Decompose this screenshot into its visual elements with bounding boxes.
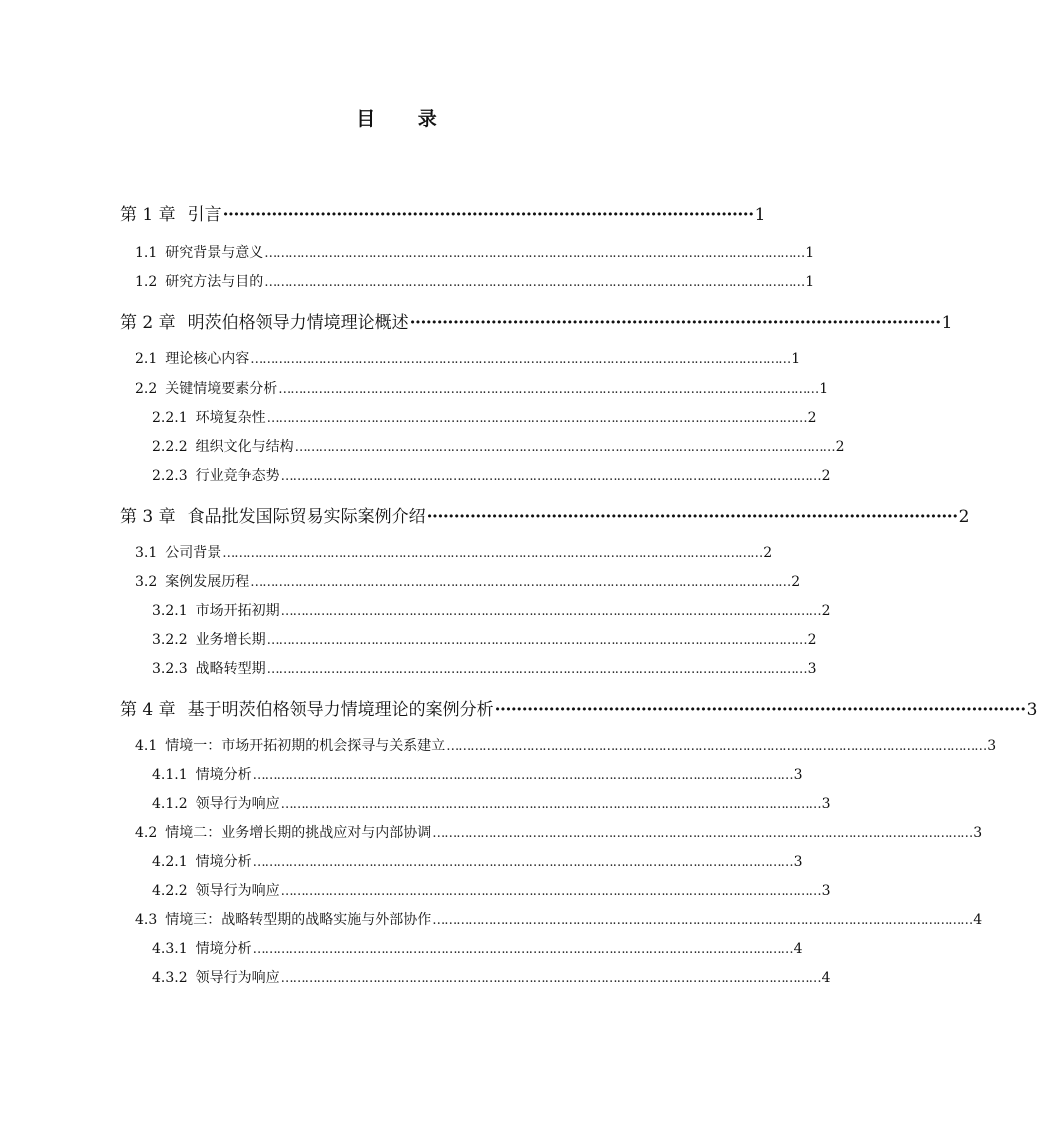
toc-entry-number: 2.2.3 [152,468,188,484]
dot-leader: ……………………………………………………………………………………………………………………… [266,662,807,677]
toc-entry-label: 市场开拓初期 [195,603,280,619]
toc-entry-page: 4 [821,970,831,986]
toc-entry-page: 2 [958,507,970,527]
toc-entry-section-4-3-1[interactable] [152,938,803,958]
toc-entry-page: 2 [807,410,817,426]
toc-entry-label: 明茨伯格领导力情境理论概述 [187,313,409,333]
toc-entry-label: 基于明茨伯格领导力情境理论的案例分析 [187,700,494,720]
toc-entry-page: 2 [763,545,773,561]
toc-entry-label: 引言 [187,205,222,225]
dot-leader: ……………………………………………………………………………………………………………………… [432,913,973,928]
toc-entry-page: 1 [805,274,815,290]
toc-entry-number: 3.1 [135,545,158,561]
dot-leader: ……………………………………………………………………………………………………………………… [278,382,819,397]
dot-leader: ……………………………………………………………………………………………………………………… [432,826,973,841]
toc-entry-section-3-2[interactable] [135,571,801,591]
toc-entry-page: 3 [973,825,983,841]
dot-leader: ……………………………………………………………………………………………………………………… [266,411,807,426]
toc-entry-number: 2.1 [135,351,158,367]
toc-entry-section-4-2-2[interactable] [152,880,831,900]
toc-entry-label: 战略转型期 [195,661,266,677]
toc-entry-section-4-1[interactable] [135,735,997,755]
toc-entry-label: 环境复杂性 [195,410,266,426]
toc-entry-number: 4.3.1 [152,941,188,957]
toc-entry-label: 理论核心内容 [165,351,250,367]
toc-entry-number: 4.1.1 [152,767,188,783]
toc-entry-label: 领导行为响应 [195,883,280,899]
toc-entry-page: 2 [807,632,817,648]
dot-leader: ……………………………………………………………………………………………………………………… [252,942,793,957]
toc-entry-number: 第 2 章 [120,313,176,333]
toc-entry-label: 研究背景与意义 [165,245,264,261]
toc-entry-page: 2 [821,468,831,484]
toc-entry-section-3-2-1[interactable] [152,600,831,620]
toc-entry-number: 1.1 [135,245,158,261]
toc-entry-label: 情境三：战略转型期的战略实施与外部协作 [165,912,432,928]
toc-entry-number: 3.2.1 [152,603,188,619]
toc-entry-number: 4.2.2 [152,883,188,899]
dot-leader: ……………………………………………………………………………………………………………………… [264,246,805,261]
dot-leader: ……………………………………………………………………………………………………………………… [264,275,805,290]
toc-entry-number: 2.2.2 [152,439,188,455]
toc-entry-label: 行业竞争态势 [195,468,280,484]
toc-entry-number: 2.2.1 [152,410,188,426]
toc-entry-section-1-1[interactable] [135,242,815,262]
toc-entry-number: 第 3 章 [120,507,176,527]
toc-entry-label: 公司背景 [165,545,222,561]
toc-entry-label: 情境分析 [195,941,252,957]
dot-leader: ……………………………………………………………………………………………………………………… [250,575,791,590]
dot-leader: ……………………………………………………………………………………………………………………… [280,884,821,899]
toc-entry-page: 3 [821,883,831,899]
toc-entry-page: 3 [1026,700,1037,720]
toc-entry-chapter-3[interactable] [120,502,970,527]
toc-entry-number: 3.2 [135,574,158,590]
toc-entry-label: 关键情境要素分析 [165,381,278,397]
dot-leader: ……………………………………………………………………………………………………………………… [280,971,821,986]
toc-entry-number: 4.2.1 [152,854,188,870]
toc-entry-label: 情境分析 [195,767,252,783]
dot-leader: ……………………………………………………………………………………………………………………… [266,633,807,648]
toc-entry-chapter-2[interactable] [120,308,953,333]
toc-entry-section-4-1-2[interactable] [152,793,831,813]
toc-entry-page: 2 [835,439,845,455]
toc-entry-page: 1 [754,205,766,225]
toc-entry-page: 3 [807,661,817,677]
toc-entry-number: 第 1 章 [120,205,176,225]
toc-entry-number: 4.1 [135,738,158,754]
toc-entry-label: 情境二：业务增长期的挑战应对与内部协调 [165,825,432,841]
toc-entry-number: 4.3.2 [152,970,188,986]
toc-entry-page: 3 [987,738,997,754]
dot-leader: ……………………………………………………………………………………………………………………… [280,604,821,619]
toc-entry-page: 1 [805,245,815,261]
toc-entry-section-2-2-1[interactable] [152,407,817,427]
toc-entry-section-4-3-2[interactable] [152,967,831,987]
toc-entry-chapter-1[interactable] [120,200,766,225]
dot-leader: ……………………………………………………………………………………………………………………… [222,546,763,561]
toc-entry-label: 领导行为响应 [195,796,280,812]
toc-entry-page: 3 [821,796,831,812]
toc-entry-number: 3.2.3 [152,661,188,677]
toc-entry-section-2-1[interactable] [135,348,801,368]
toc-entry-label: 食品批发国际贸易实际案例介绍 [187,507,426,527]
toc-entry-label: 业务增长期 [195,632,266,648]
toc-title: 目 录 [356,108,455,130]
toc-entry-section-2-2-2[interactable] [152,436,845,456]
toc-entry-label: 领导行为响应 [195,970,280,986]
dot-leader: ·································································································· [409,313,941,333]
toc-entry-section-2-2-3[interactable] [152,465,831,485]
toc-entry-page: 1 [941,313,953,333]
toc-entry-section-3-1[interactable] [135,542,773,562]
dot-leader: ……………………………………………………………………………………………………………………… [250,352,791,367]
dot-leader: ……………………………………………………………………………………………………………………… [446,739,987,754]
dot-leader: ·································································································· [494,700,1026,720]
dot-leader: ·································································································· [426,507,958,527]
toc-entry-page: 3 [793,767,803,783]
toc-entry-label: 案例发展历程 [165,574,250,590]
toc-entry-number: 1.2 [135,274,158,290]
toc-entry-label: 情境分析 [195,854,252,870]
toc-entry-page: 2 [791,574,801,590]
toc-entry-section-3-2-3[interactable] [152,658,817,678]
toc-entry-number: 第 4 章 [120,700,176,720]
toc-entry-page: 2 [821,603,831,619]
toc-entry-section-3-2-2[interactable] [152,629,817,649]
dot-leader: ……………………………………………………………………………………………………………………… [252,768,793,783]
toc-entry-number: 4.2 [135,825,158,841]
toc-entry-page: 3 [793,854,803,870]
toc-entry-page: 4 [793,941,803,957]
toc-entry-section-1-2[interactable] [135,271,815,291]
toc-entry-page: 4 [973,912,983,928]
toc-entry-number: 2.2 [135,381,158,397]
dot-leader: ……………………………………………………………………………………………………………………… [252,855,793,870]
toc-entry-section-4-2-1[interactable] [152,851,803,871]
toc-entry-section-4-2[interactable] [135,822,983,842]
toc-entry-section-4-1-1[interactable] [152,764,803,784]
toc-entry-chapter-4[interactable] [120,695,1037,720]
dot-leader: ……………………………………………………………………………………………………………………… [294,440,835,455]
toc-entry-label: 组织文化与结构 [195,439,294,455]
toc-entry-number: 3.2.2 [152,632,188,648]
dot-leader: ……………………………………………………………………………………………………………………… [280,469,821,484]
toc-entry-label: 研究方法与目的 [165,274,264,290]
dot-leader: ·································································································· [222,205,754,225]
toc-entry-section-2-2[interactable] [135,378,829,398]
toc-entry-number: 4.1.2 [152,796,188,812]
toc-entry-section-4-3[interactable] [135,909,983,929]
toc-entry-page: 1 [791,351,801,367]
toc-entry-page: 1 [819,381,829,397]
toc-entry-number: 4.3 [135,912,158,928]
dot-leader: ……………………………………………………………………………………………………………………… [280,797,821,812]
toc-entry-label: 情境一：市场开拓初期的机会探寻与关系建立 [165,738,446,754]
